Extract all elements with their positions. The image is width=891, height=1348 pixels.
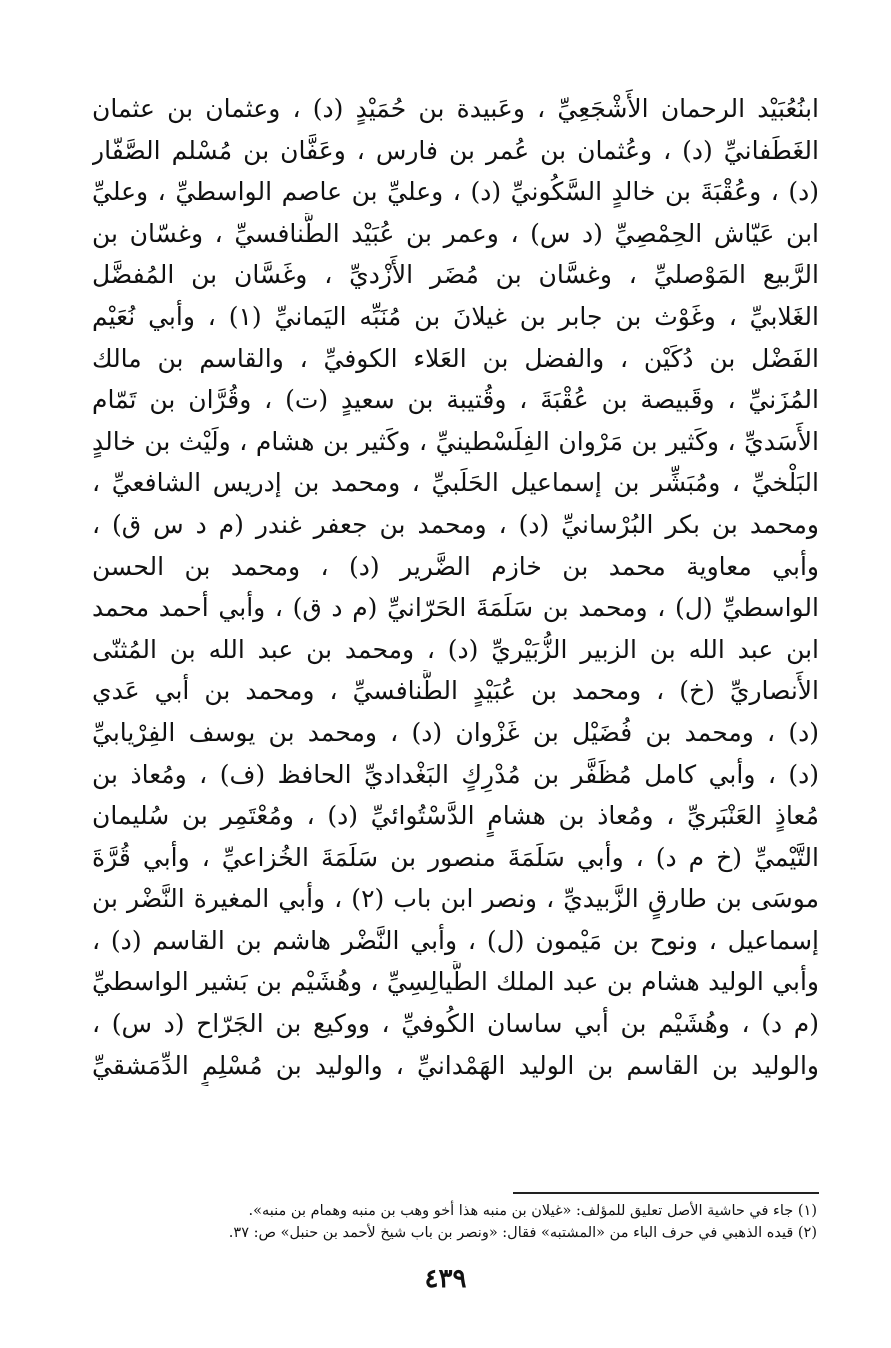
- text-line: الأَسَديِّ ، وكَثير بن مَرْوان الفِلَسْطينيِّ ، وكَثير بن هشام ، ولَيْث بن خالدٍ: [92, 426, 819, 456]
- text-line: ابن عبد الله بن الزبير الزُّبَيْريِّ (د) ، ومحمد بن عبد الله بن المُثنّى: [92, 634, 819, 664]
- text-line: (م د) ، وهُشَيْم بن أبي ساسان الكُوفيِّ ، ووكيع بن الجَرّاح (د س) ،: [92, 1009, 819, 1039]
- footnote-2: (٢) قيده الذهبي في حرف الباء من «المشتبه» فقال: «ونصر بن باب شيخ لأحمد بن حنبل» ص: ٣٧.: [228, 1225, 817, 1241]
- text-line: الواسطيِّ (ل) ، ومحمد بن سَلَمَةَ الحَرّانيِّ (م د ق) ، وأبي أحمد محمد: [92, 593, 819, 623]
- text-line: ومحمد بن بكر البُرْسانيِّ (د) ، ومحمد بن جعفر غندر (م د س ق) ،: [92, 509, 819, 539]
- text-line: الغَلابيِّ ، وغَوْث بن جابر بن غيلانَ بن مُنَبِّه اليَمانيِّ (١) ، وأبي نُعَيْم: [92, 301, 819, 331]
- footnote-separator: [513, 1192, 819, 1194]
- text-line: التَّيْميِّ (خ م د) ، وأبي سَلَمَةَ منصور بن سَلَمَةَ الخُزاعيِّ ، وأبي قُرَّةَ: [92, 842, 819, 872]
- text-line: والوليد بن القاسم بن الوليد الهَمْدانيِّ ، والوليد بن مُسْلِمٍ الدِّمَشقيِّ: [92, 1050, 819, 1080]
- text-line: المُزَنيِّ ، وقَبيصة بن عُقْبَةَ ، وقُتيبة بن سعيدٍ (ت) ، وقُرَّان بن تَمّام: [92, 385, 819, 415]
- text-line: البَلْخيِّ ، ومُبَشِّر بن إسماعيل الحَلَبيِّ ، ومحمد بن إدريس الشافعيِّ ،: [92, 468, 819, 498]
- page-number: ٤٣٩: [424, 1264, 467, 1294]
- text-line: (د) ، وعُقْبَةَ بن خالدٍ السَّكُونيِّ (د) ، وعليِّ بن عاصم الواسطيِّ ، وعليِّ: [92, 177, 819, 207]
- text-line: ابن عَيّاش الحِمْصِيِّ (د س) ، وعمر بن عُبَيْد الطَّنافسيِّ ، وغسّان بن: [92, 218, 819, 248]
- text-line: إسماعيل ، ونوح بن مَيْمون (ل) ، وأبي النَّضْر هاشم بن القاسم (د) ،: [92, 925, 819, 955]
- footnotes: [117, 1200, 817, 1244]
- text-line: ابنُعُبَيْد الرحمان الأَشْجَعِيِّ ، وعَبيدة بن حُمَيْدٍ (د) ، وعثمان بن عثمان: [92, 94, 819, 123]
- text-line: وأبي الوليد هشام بن عبد الملك الطَّيالِسِيِّ ، وهُشَيْم بن بَشير الواسطيِّ: [92, 967, 819, 997]
- text-line: الغَطَفانيِّ (د) ، وعُثمان بن عُمر بن فارس ، وعَفَّان بن مُسْلم الصَّفّار: [92, 135, 819, 165]
- text-line: مُعاذٍ العَنْبَريِّ ، ومُعاذ بن هشامٍ الدَّسْتُوائيِّ (د) ، ومُعْتَمِر بن سُليمان: [92, 801, 819, 831]
- text-line: (د) ، وأبي كامل مُظَفَّر بن مُدْرِكٍ البَغْداديِّ الحافظ (ف) ، ومُعاذ بن: [92, 759, 819, 789]
- text-line: وأبي معاوية محمد بن خازم الضَّرير (د) ، ومحمد بن الحسن: [92, 551, 819, 581]
- text-line: الفَضْل بن دُكَيْن ، والفضل بن العَلاء الكوفيِّ ، والقاسم بن مالك: [92, 343, 819, 373]
- footnote-1: (١) جاء في حاشية الأصل تعليق للمؤلف: «غيلان بن منبه هذا أخو وهب بن منبه وهمام بن منبه».: [248, 1203, 817, 1219]
- text-line: الرَّبيع المَوْصليِّ ، وغسَّان بن مُضَر الأَزْديِّ ، وغَسَّان بن المُفضَّل: [92, 260, 819, 290]
- text-line: موسَى بن طارقٍ الزَّبيديِّ ، ونصر ابن باب (٢) ، وأبي المغيرة النَّضْر بن: [92, 884, 819, 914]
- text-line: (د) ، ومحمد بن فُضَيْل بن غَزْوان (د) ، ومحمد بن يوسف الفِرْيابيِّ: [92, 717, 819, 747]
- main-text: [92, 88, 819, 1086]
- text-line: الأَنصاريِّ (خ) ، ومحمد بن عُبَيْدٍ الطَّنافسيِّ ، ومحمد بن أبي عَدي: [92, 676, 819, 706]
